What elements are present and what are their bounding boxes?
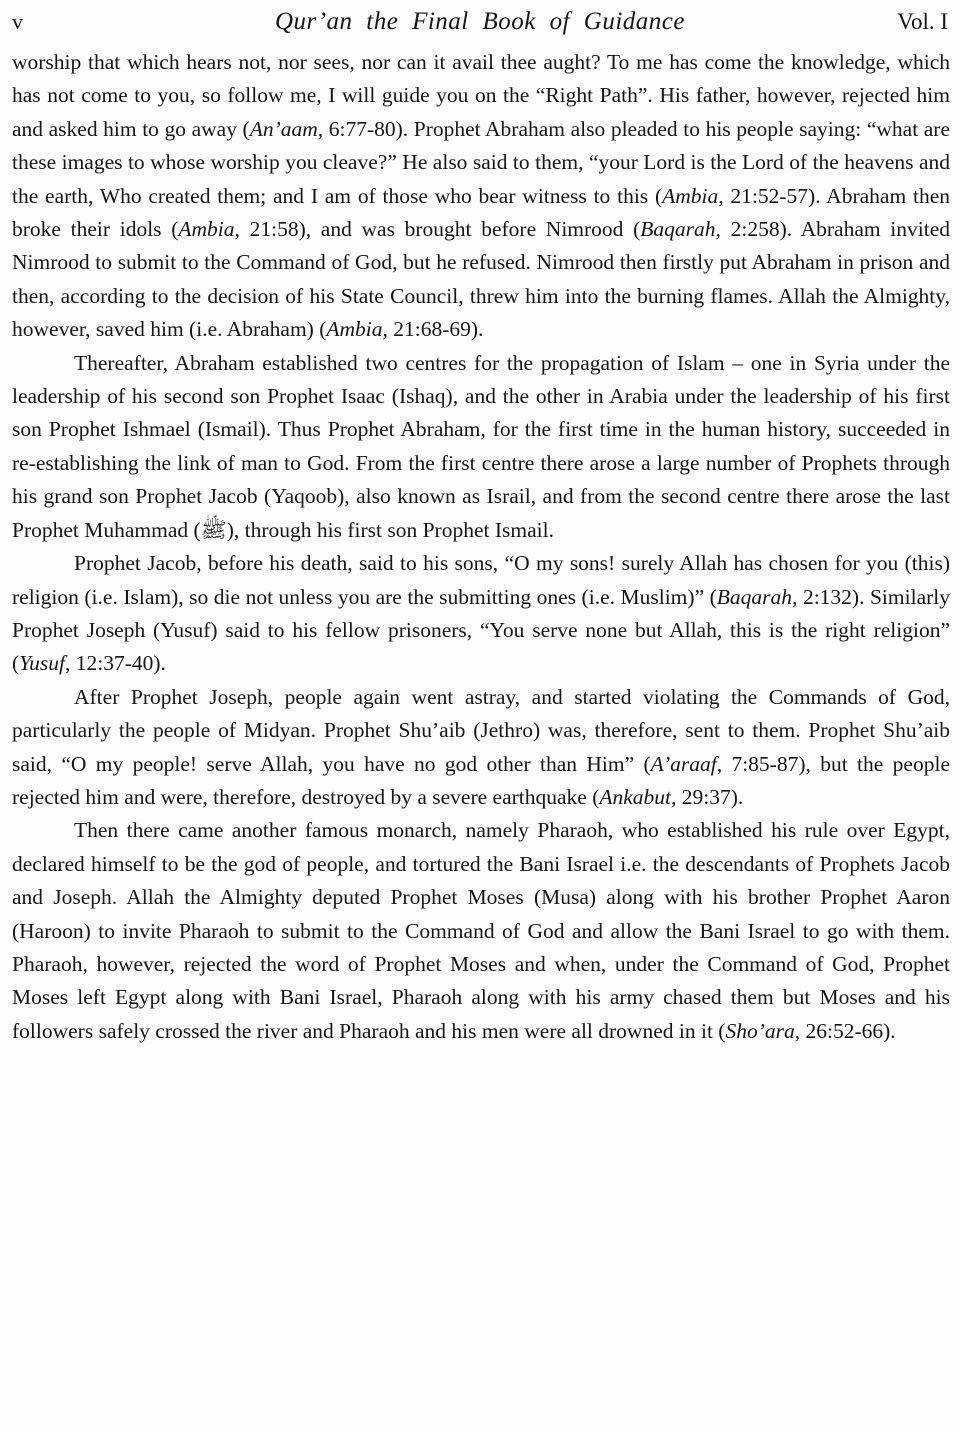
running-header xyxy=(12,6,950,46)
text-run: 29:37). xyxy=(676,784,744,809)
text-run: worship that which hears not, nor sees, nor can it avail thee aught? To me has come the knowledge, which has not come to you, so follow me, I will guide you on the “Right Path”. His father, however, rejected him and asked him to go away ( xyxy=(12,50,950,141)
reference-italic: Ankabut, xyxy=(599,784,677,809)
text-run: 26:52-66). xyxy=(800,1018,896,1043)
text-run: Then there came another famous monarch, namely Pharaoh, who established his rule over Egypt, declared himself to be the god of people, and tortured the Bani Israel i.e. the descendants of Prophets Jacob and Joseph. Allah the Almighty deputed Prophet Moses (Musa) along with his brother Prophet Aaron (Haroon) to invite Pharaoh to submit to the Command of God and allow the Bani Israel to go with them. Pharaoh, however, rejected the word of Prophet Moses and when, under the Command of God, Prophet Moses left Egypt along with Bani Israel, Pharaoh along with his army chased them but Moses and his followers safely crossed the river and Pharaoh and his men were all drowned in it ( xyxy=(12,818,950,1043)
text-run: Thereafter, Abraham established two centres for the propagation of Islam – one in Syria under the leadership of his second son Prophet Isaac (Ishaq), and the other in Arabia under the leadership of his first son Prophet Ishmael (Ismail). Thus Prophet Abraham, for the first time in the human history, succeeded in re-establishing the link of man to God. From the first centre there arose a large number of Prophets through his grand son Prophet Jacob (Yaqoob), also known as Israil, and from the second centre there arose the last Prophet Muhammad (ﷺ), through his first son Prophet Ismail. xyxy=(12,350,950,542)
paragraph xyxy=(12,46,950,347)
page-title: Qur’an the Final Book of Guidance xyxy=(275,8,685,35)
reference-italic: Sho’ara, xyxy=(725,1018,801,1043)
text-run: After Prophet Joseph, people again went astray, and started violating the Commands of God, particularly the people of Midyan. Prophet Shu’aib (Jethro) was, therefore, sent to them. Prophet Shu’aib said, “O my people! serve Allah, you have no god other than Him” ( xyxy=(12,684,950,776)
text-run: 21:58), and was brought before Nimrood ( xyxy=(239,217,641,242)
reference-italic: Ambia, xyxy=(662,183,724,208)
reference-italic: Ambia, xyxy=(326,317,388,342)
page-number: v xyxy=(12,9,23,34)
volume-label: Vol. I xyxy=(897,9,948,34)
reference-italic: An’aam, xyxy=(249,116,324,141)
text-run: 6:77-80). Prophet Abraham also pleaded to his people saying: “what are these images to whose worship you cleave?” He also said to them, “your Lord is the Lord of the heavens and the earth, Who created them; and I am of those who bear witness to this ( xyxy=(12,116,951,208)
text-run: 21:68-69). xyxy=(387,317,484,342)
reference-italic: Baqarah, xyxy=(640,217,721,242)
reference-italic: Ambia, xyxy=(178,217,240,242)
text-run: 2:132). Similarly Prophet Joseph (Yusuf) said to his fellow prisoners, “You serve none but Allah, this is the right religion” ( xyxy=(12,584,950,676)
paragraph xyxy=(12,681,950,815)
paragraph xyxy=(12,547,950,681)
text-run: 21:52-57). Abraham then broke their idols ( xyxy=(12,183,950,242)
text-run: 12:37-40). xyxy=(70,651,166,676)
text-run: 2:258). Abraham invited Nimrood to submit to the Command of God, but he refused. Nimrood then firstly put Abraham in prison and then, according to the decision of his State Council, threw him into the burning flames. Allah the Almighty, however, saved him (i.e. Abraham) ( xyxy=(12,217,950,342)
page-body xyxy=(12,46,950,1048)
text-run: Prophet Jacob, before his death, said to his sons, “O my sons! surely Allah has chosen for you (this) religion (i.e. Islam), so die not unless you are the submitting ones (i.e. Muslim)” ( xyxy=(12,551,950,609)
reference-italic: Baqarah, xyxy=(716,584,798,609)
text-run: 7:85-87), but the people rejected him and were, therefore, destroyed by a severe earthquake ( xyxy=(12,751,950,809)
reference-italic: A’araaf, xyxy=(650,751,723,776)
paragraph xyxy=(12,814,950,1048)
paragraph xyxy=(12,347,950,547)
reference-italic: Yusuf, xyxy=(19,651,71,676)
